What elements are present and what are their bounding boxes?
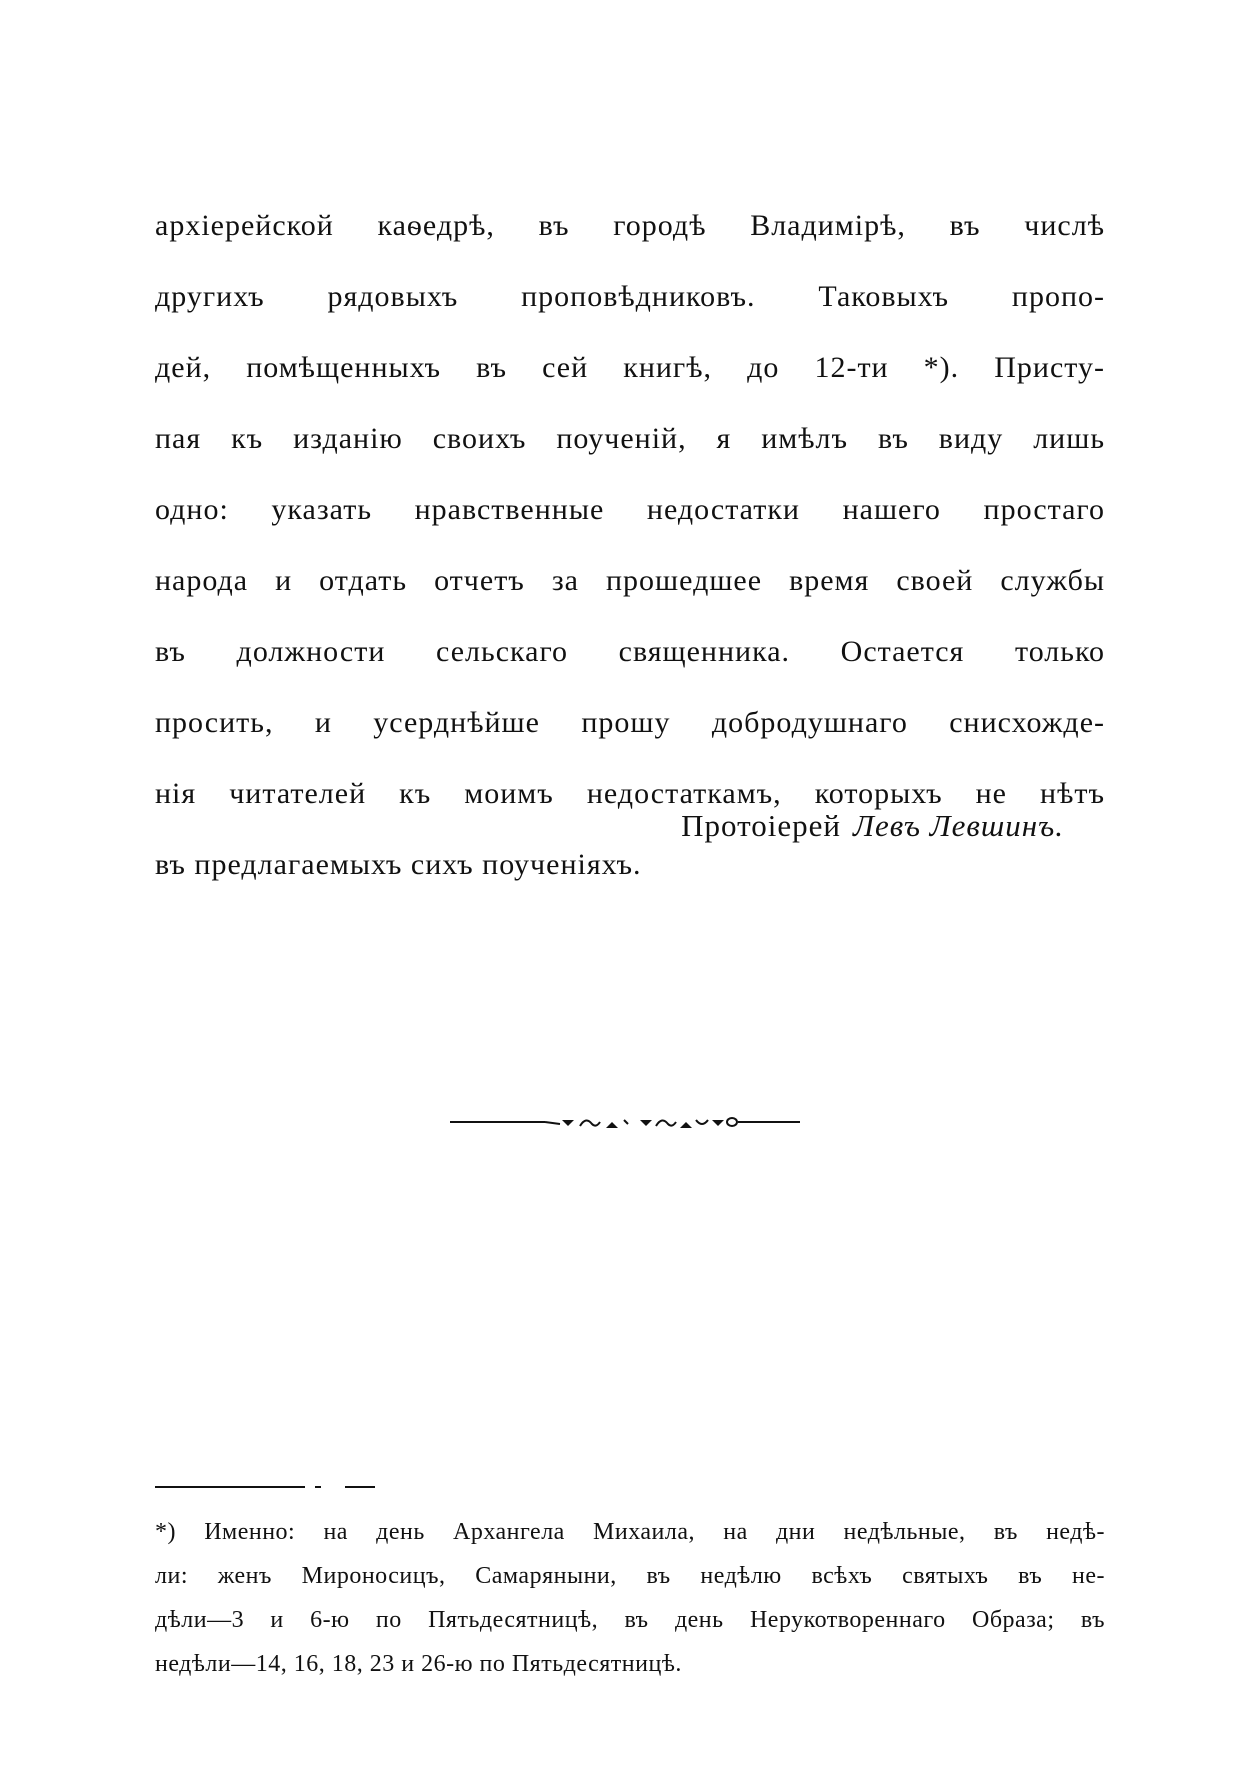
ornament-divider: [450, 1110, 800, 1134]
footnote-line: дѣли—3 и 6-ю по Пятьдесятницѣ, въ день Нерукотвореннаго Образа; въ: [155, 1607, 1105, 1633]
body-line: дей, помѣщенныхъ въ сей книгѣ, до 12-ти *). Присту-: [155, 351, 1105, 384]
body-line: пая къ изданію своихъ поученій, я имѣлъ въ виду лишь: [155, 422, 1105, 455]
body-line: архіерейской каѳедрѣ, въ городѣ Владимірѣ, въ числѣ: [155, 209, 1105, 242]
body-line: одно: указать нравственные недостатки нашего простаго: [155, 493, 1105, 526]
body-line: нія читателей къ моимъ недостаткамъ, которыхъ не нѣтъ: [155, 777, 1105, 810]
footnote-line: *) Именно: на день Архангела Михаила, на дни недѣльные, въ недѣ-: [155, 1519, 1105, 1545]
footnote: [155, 1510, 1105, 1686]
body-text: [155, 190, 1105, 900]
body-line: въ предлагаемыхъ сихъ поученіяхъ.: [155, 848, 642, 881]
body-line: въ должности сельскаго священника. Остается только: [155, 635, 1105, 668]
footnote-line: недѣли—14, 16, 18, 23 и 26-ю по Пятьдесятницѣ.: [155, 1651, 682, 1677]
signature-title: Протоіерей: [681, 808, 842, 843]
body-line: народа и отдать отчетъ за прошедшее время своей службы: [155, 564, 1105, 597]
body-line: просить, и усерднѣйше прошу добродушнаго снисхожде-: [155, 706, 1105, 739]
body-line: другихъ рядовыхъ проповѣдниковъ. Таковыхъ пропо-: [155, 280, 1105, 313]
signature-name: Левъ Левшинъ.: [853, 808, 1064, 843]
signature: [681, 808, 1064, 844]
footnote-rule: [155, 1480, 375, 1494]
footnote-line: ли: женъ Мироносицъ, Самаряныни, въ недѣлю всѣхъ святыхъ въ не-: [155, 1563, 1105, 1589]
